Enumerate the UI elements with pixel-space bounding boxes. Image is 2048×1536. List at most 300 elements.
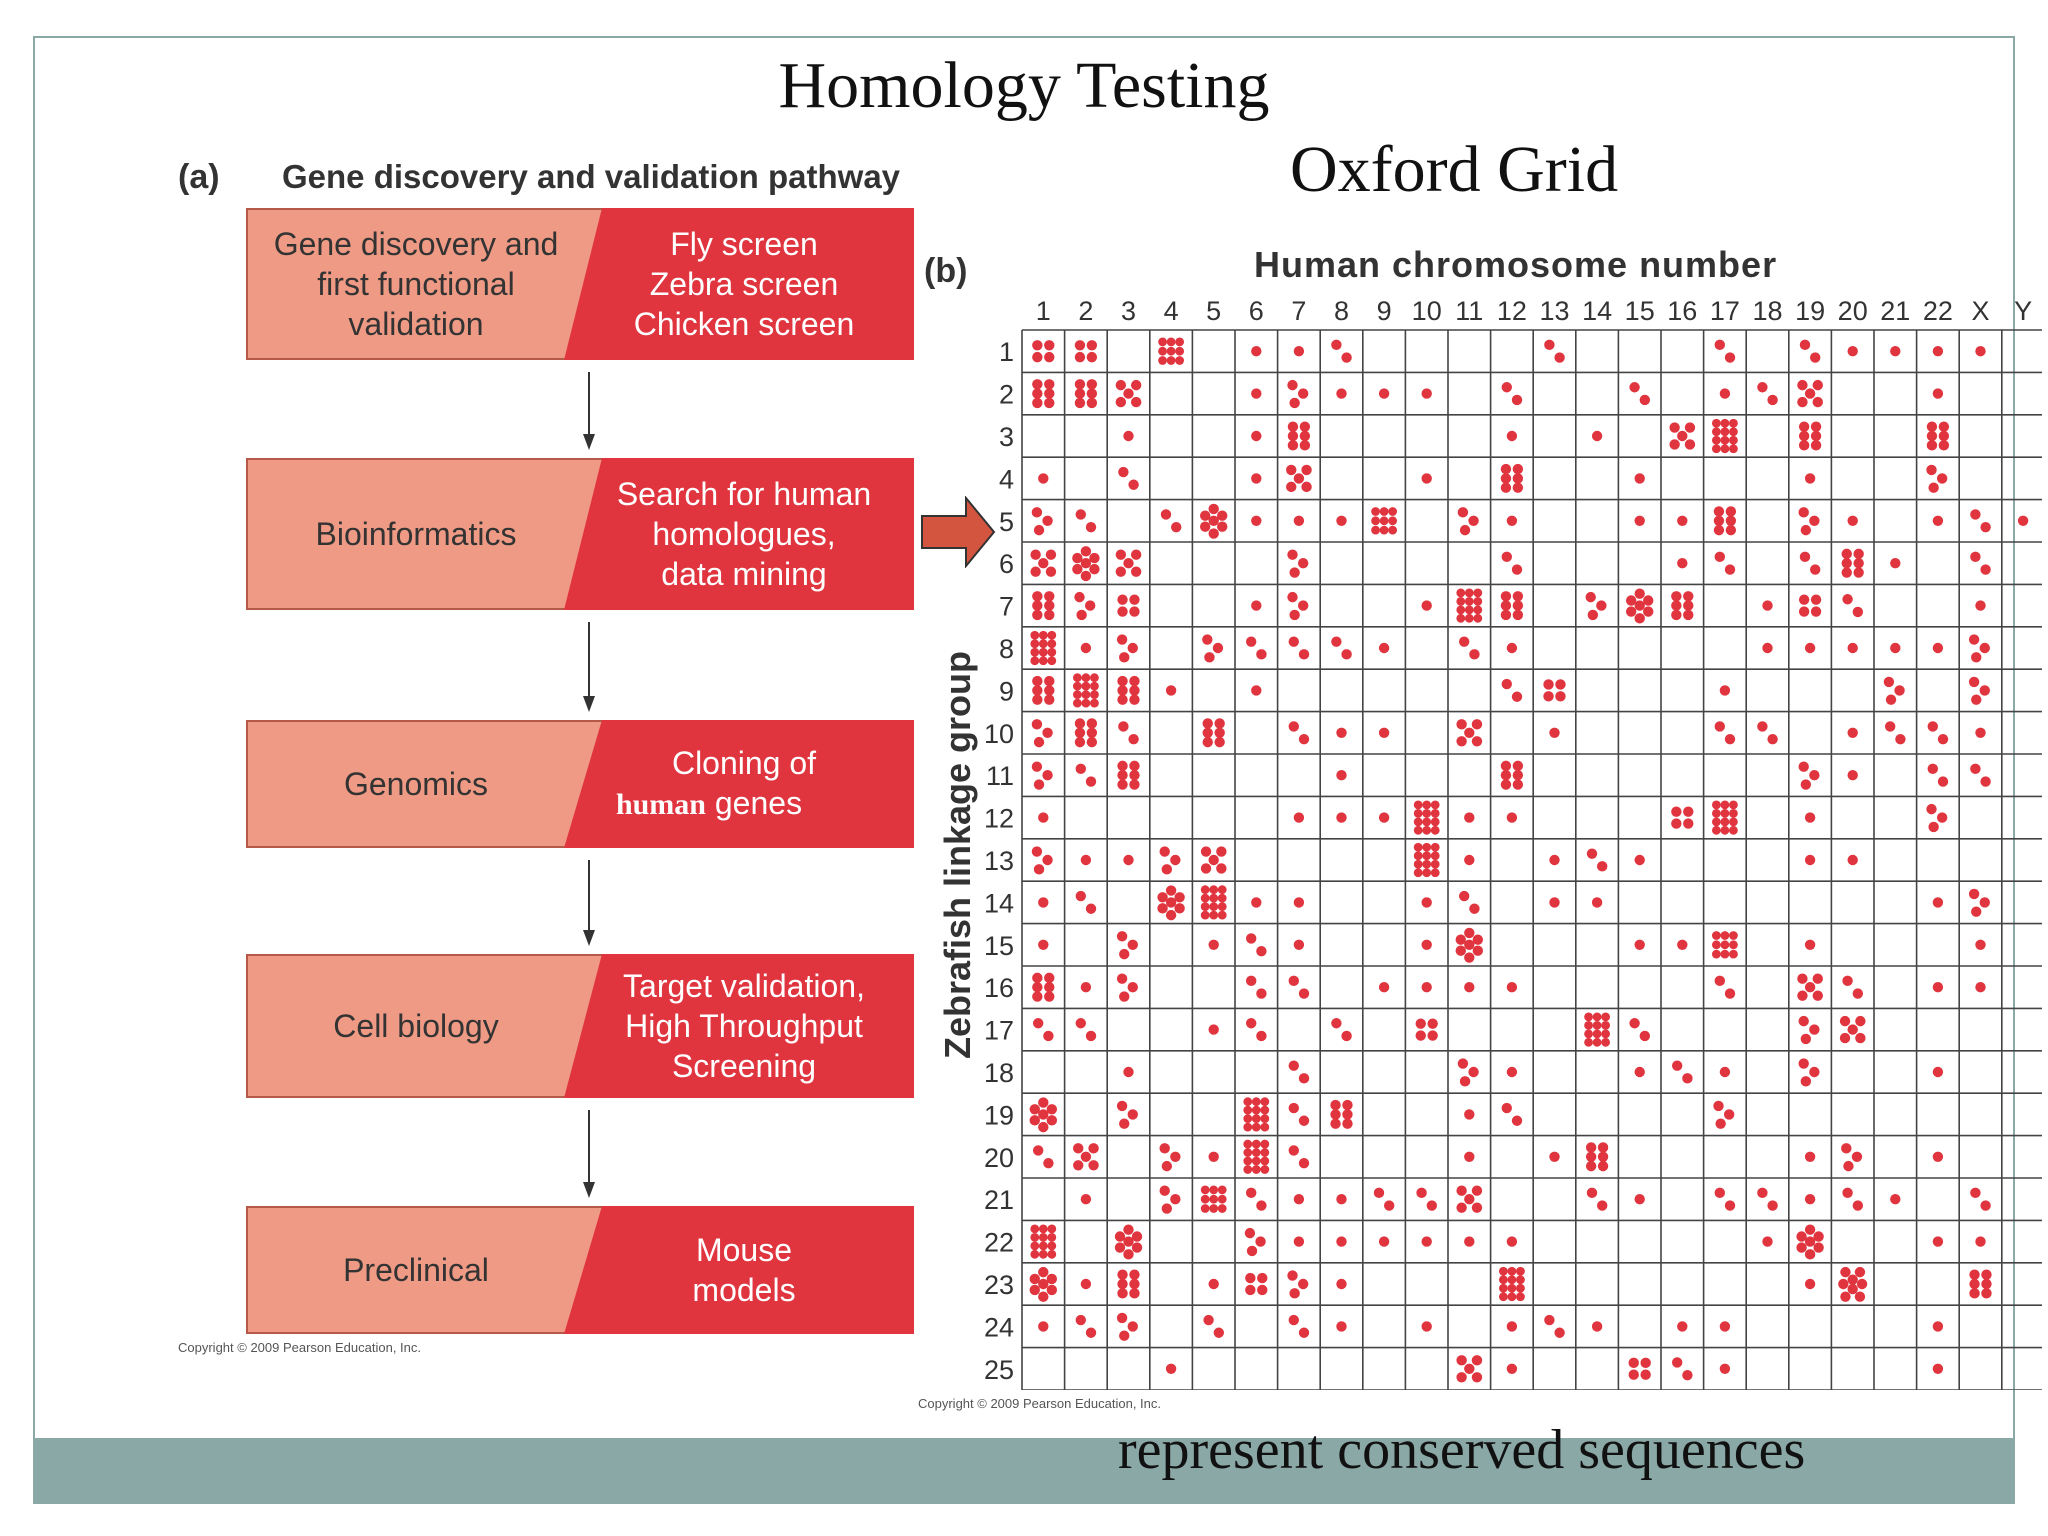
panel-a-heading: Gene discovery and validation pathway (282, 158, 901, 195)
row-label: 3 (998, 422, 1014, 452)
synteny-dot (1456, 1186, 1466, 1196)
synteny-dot (1388, 516, 1397, 525)
synteny-dot (1848, 346, 1858, 356)
synteny-dot (1928, 822, 1938, 832)
synteny-dot (1549, 855, 1559, 865)
synteny-dot (1592, 431, 1602, 441)
synteny-dot (1933, 346, 1943, 356)
synteny-dot (1712, 826, 1721, 835)
synteny-dot (1422, 851, 1431, 860)
synteny-dot (1170, 1194, 1180, 1204)
synteny-dot (1805, 473, 1815, 483)
x-axis-title: Human chromosome number (1254, 244, 1778, 285)
synteny-dot (1299, 1158, 1309, 1168)
synteny-dot (1464, 952, 1474, 962)
synteny-dot (1032, 610, 1042, 620)
synteny-dot (1218, 1204, 1227, 1213)
synteny-dot (1209, 1024, 1219, 1034)
synteny-dot (1472, 1372, 1482, 1382)
synteny-dot (1598, 1152, 1608, 1162)
synteny-dot (1456, 588, 1465, 597)
column-label: 11 (1455, 296, 1484, 326)
synteny-dot (1336, 1321, 1346, 1331)
synteny-dot (1890, 643, 1900, 653)
synteny-dot (1298, 388, 1308, 398)
synteny-dot (1499, 1267, 1508, 1276)
column-label: X (1971, 296, 1990, 326)
synteny-dot (1170, 1152, 1180, 1162)
synteny-dot (1246, 976, 1256, 986)
synteny-dot (1853, 988, 1863, 998)
synteny-dot (1601, 1038, 1610, 1047)
synteny-dot (1243, 1165, 1252, 1174)
row-label: 12 (983, 803, 1014, 834)
synteny-dot (1201, 885, 1210, 894)
synteny-dot (1162, 864, 1172, 874)
step-stage-text (246, 458, 586, 610)
synteny-dot (1502, 382, 1512, 392)
synteny-dot (1330, 1109, 1340, 1119)
synteny-dot (1289, 610, 1299, 620)
synteny-dot (1855, 1016, 1865, 1026)
step-stage-line: Gene discovery and (273, 226, 559, 262)
synteny-dot (1380, 516, 1389, 525)
synteny-dot (1201, 1204, 1210, 1213)
synteny-dot (1089, 564, 1099, 574)
column-label: 8 (1333, 296, 1350, 326)
synteny-dot (1852, 1152, 1862, 1162)
synteny-dot (1033, 1145, 1043, 1155)
synteny-dot (1044, 973, 1054, 983)
synteny-dot (1549, 1152, 1559, 1162)
step-detail-line: Chicken screen (633, 306, 855, 342)
synteny-dot (1030, 1241, 1039, 1250)
synteny-dot (1715, 721, 1725, 731)
synteny-dot (1044, 610, 1054, 620)
synteny-dot (1379, 643, 1389, 653)
synteny-dot (1516, 1284, 1525, 1293)
synteny-dot (1729, 950, 1738, 959)
synteny-dot (1218, 894, 1227, 903)
synteny-dot (1799, 762, 1809, 772)
synteny-dot (1117, 1269, 1127, 1279)
synteny-dot (1203, 1315, 1213, 1325)
synteny-dot (1801, 779, 1811, 789)
synteny-dot (1075, 388, 1085, 398)
synteny-dot (1342, 1100, 1352, 1110)
synteny-dot (1584, 1029, 1593, 1038)
synteny-dot (1629, 1358, 1639, 1368)
synteny-dot (1640, 395, 1650, 405)
synteny-dot (1725, 352, 1735, 362)
synteny-dot (1175, 347, 1184, 356)
synteny-dot (1170, 855, 1180, 865)
synteny-dot (1720, 685, 1730, 695)
synteny-dot (1042, 728, 1052, 738)
synteny-dot (1082, 699, 1091, 708)
synteny-dot (1200, 522, 1210, 532)
synteny-dot (1252, 1157, 1261, 1166)
synteny-dot (1431, 809, 1440, 818)
step-detail-line: homologues, (652, 516, 836, 552)
synteny-dot (1456, 946, 1466, 956)
synteny-dot (1042, 770, 1052, 780)
synteny-dot (1427, 1018, 1437, 1028)
synteny-dot (1640, 1358, 1650, 1368)
synteny-dot (1472, 1355, 1482, 1365)
synteny-dot (1341, 1031, 1351, 1041)
synteny-dot (1767, 395, 1777, 405)
synteny-dot (1251, 473, 1261, 483)
synteny-dot (1975, 1236, 1985, 1246)
synteny-dot (1073, 699, 1082, 708)
synteny-dot (1252, 1165, 1261, 1174)
step-detail-prefix: human (615, 788, 706, 821)
synteny-dot (1427, 1200, 1437, 1210)
synteny-dot (1715, 1119, 1725, 1129)
synteny-dot (1256, 1031, 1266, 1041)
step-stage-line: Bioinformatics (315, 516, 517, 552)
synteny-dot (1209, 940, 1219, 950)
column-label: 13 (1539, 296, 1570, 326)
column-label: 14 (1582, 296, 1613, 326)
synteny-dot (1115, 1242, 1125, 1252)
synteny-dot (1331, 340, 1341, 350)
step-stage-line: Cell biology (333, 1008, 499, 1044)
synteny-dot (1809, 1067, 1819, 1077)
synteny-dot (1980, 564, 1990, 574)
synteny-dot (1160, 846, 1170, 856)
synteny-dot (1501, 761, 1511, 771)
synteny-dot (1117, 1101, 1127, 1111)
synteny-dot (1046, 550, 1056, 560)
synteny-dot (1464, 1364, 1474, 1374)
synteny-dot (1797, 380, 1807, 390)
synteny-dot (1635, 516, 1645, 526)
synteny-dot (1841, 1143, 1851, 1153)
synteny-dot (1256, 988, 1266, 998)
synteny-dot (1712, 444, 1721, 453)
synteny-dot (1635, 855, 1645, 865)
synteny-dot (1336, 770, 1346, 780)
synteny-dot (1414, 826, 1423, 835)
synteny-dot (1123, 1236, 1133, 1246)
synteny-dot (1209, 1279, 1219, 1289)
row-label: 9 (998, 676, 1014, 707)
synteny-dot (1596, 600, 1606, 610)
synteny-dot (1507, 431, 1517, 441)
synteny-dot (1209, 1185, 1218, 1194)
synteny-dot (1047, 1241, 1056, 1250)
synteny-dot (1331, 1018, 1341, 1028)
synteny-dot (1260, 1106, 1269, 1115)
panel-a-copyright: Copyright © 2009 Pearson Education, Inc. (178, 1340, 422, 1355)
synteny-dot (1414, 868, 1423, 877)
synteny-dot (1257, 1273, 1267, 1283)
row-label: 4 (998, 464, 1014, 495)
synteny-dot (1214, 1328, 1224, 1338)
synteny-dot (1289, 1315, 1299, 1325)
synteny-dot (1288, 440, 1298, 450)
synteny-dot (1038, 1279, 1048, 1289)
synteny-dot (1720, 388, 1730, 398)
synteny-dot (1251, 346, 1261, 356)
synteny-dot (1289, 721, 1299, 731)
synteny-dot (1128, 982, 1138, 992)
synteny-dot (1472, 719, 1482, 729)
synteny-dot (1256, 946, 1266, 956)
synteny-dot (1459, 636, 1469, 646)
synteny-dot (1516, 1292, 1525, 1301)
synteny-dot (1499, 1275, 1508, 1284)
synteny-dot (1729, 800, 1738, 809)
synteny-dot (1890, 558, 1900, 568)
synteny-dot (1431, 826, 1440, 835)
synteny-dot (1721, 427, 1730, 436)
synteny-dot (1629, 382, 1639, 392)
synteny-dot (1712, 940, 1721, 949)
synteny-dot (1726, 525, 1736, 535)
synteny-dot (1843, 1161, 1853, 1171)
pathway-step (246, 208, 914, 360)
synteny-dot (1933, 1364, 1943, 1374)
synteny-dot (1128, 643, 1138, 653)
synteny-dot (1175, 337, 1184, 346)
synteny-dot (1246, 1018, 1256, 1028)
synteny-dot (1260, 1123, 1269, 1132)
synteny-dot (1131, 566, 1141, 576)
synteny-dot (1214, 718, 1224, 728)
synteny-dot (1811, 431, 1821, 441)
synteny-dot (1464, 982, 1474, 992)
synteny-dot (1855, 1267, 1865, 1277)
synteny-dot (1131, 550, 1141, 560)
synteny-dot (1247, 1246, 1257, 1256)
synteny-dot (1980, 685, 1990, 695)
synteny-dot (1117, 685, 1127, 695)
synteny-dot (1683, 818, 1693, 828)
synteny-dot (1086, 904, 1096, 914)
down-arrow-icon (582, 372, 596, 450)
row-label: 10 (983, 718, 1014, 749)
synteny-dot (1629, 1018, 1639, 1028)
synteny-dot (1796, 1242, 1806, 1252)
synteny-dot (1117, 594, 1127, 604)
synteny-dot (1213, 643, 1223, 653)
synteny-dot (1848, 1024, 1858, 1034)
synteny-dot (1082, 673, 1091, 682)
synteny-dot (1721, 436, 1730, 445)
synteny-dot (1671, 600, 1681, 610)
synteny-dot (1039, 1241, 1048, 1250)
step-detail-line: Screening (671, 1048, 817, 1084)
synteny-dot (1030, 656, 1039, 665)
synteny-dot (1218, 902, 1227, 911)
synteny-dot (1336, 812, 1346, 822)
column-label: Y (2014, 296, 2033, 326)
step-detail-line: Cloning of (671, 745, 817, 781)
slide-title: Homology Testing (778, 49, 1270, 122)
synteny-dot (1043, 1031, 1053, 1041)
synteny-dot (1117, 974, 1127, 984)
synteny-dot (1938, 776, 1948, 786)
synteny-dot (1034, 779, 1044, 789)
synteny-dot (1464, 1109, 1474, 1119)
synteny-dot (1209, 911, 1218, 920)
row-label: 22 (983, 1227, 1014, 1258)
synteny-dot (1848, 1275, 1858, 1285)
synteny-dot (1473, 605, 1482, 614)
synteny-dot (1299, 734, 1309, 744)
synteny-dot (1980, 643, 1990, 653)
synteny-dot (1289, 1288, 1299, 1298)
synteny-dot (1422, 1321, 1432, 1331)
synteny-dot (1039, 631, 1048, 640)
synteny-dot (1166, 897, 1176, 907)
synteny-dot (1032, 352, 1042, 362)
synteny-dot (1243, 1097, 1252, 1106)
synteny-dot (1202, 634, 1212, 644)
synteny-dot (1341, 352, 1351, 362)
synteny-dot (1501, 591, 1511, 601)
synteny-dot (1811, 594, 1821, 604)
synteny-dot (1805, 1152, 1815, 1162)
synteny-dot (1123, 1249, 1133, 1259)
step-stage-line: Genomics (343, 766, 489, 802)
synteny-dot (1117, 779, 1127, 789)
synteny-dot (1289, 636, 1299, 646)
synteny-dot (1928, 721, 1938, 731)
synteny-dot (1465, 605, 1474, 614)
synteny-dot (1928, 764, 1938, 774)
synteny-dot (1427, 1030, 1437, 1040)
synteny-dot (1201, 863, 1211, 873)
synteny-dot (1805, 940, 1815, 950)
synteny-dot (1082, 682, 1091, 691)
synteny-dot (1047, 1250, 1056, 1259)
synteny-dot (1598, 1142, 1608, 1152)
synteny-dot (1299, 649, 1309, 659)
slide-subtitle: Oxford Grid (1290, 133, 1619, 206)
synteny-dot (1032, 676, 1042, 686)
synteny-dot (1721, 826, 1730, 835)
synteny-dot (1422, 473, 1432, 483)
synteny-dot (1123, 855, 1133, 865)
synteny-dot (1414, 809, 1423, 818)
synteny-dot (1218, 911, 1227, 920)
synteny-dot (1677, 940, 1687, 950)
synteny-dot (1767, 734, 1777, 744)
synteny-dot (1047, 631, 1056, 640)
synteny-dot (1721, 931, 1730, 940)
synteny-dot (1047, 656, 1056, 665)
synteny-dot (1813, 380, 1823, 390)
synteny-dot (1218, 1195, 1227, 1204)
synteny-dot (1075, 352, 1085, 362)
synteny-dot (1464, 1152, 1474, 1162)
synteny-dot (1516, 1267, 1525, 1276)
synteny-dot (1848, 643, 1858, 653)
synteny-dot (1300, 431, 1310, 441)
synteny-dot (1162, 1203, 1172, 1213)
synteny-dot (1805, 1249, 1815, 1259)
synteny-dot (1682, 1073, 1692, 1083)
synteny-dot (1123, 558, 1133, 568)
synteny-dot (1422, 940, 1432, 950)
synteny-dot (1456, 1355, 1466, 1365)
synteny-dot (1588, 610, 1598, 620)
synteny-dot (1081, 643, 1091, 653)
synteny-dot (1245, 1285, 1255, 1295)
synteny-dot (1928, 483, 1938, 493)
synteny-dot (1584, 1012, 1593, 1021)
synteny-dot (1721, 444, 1730, 453)
synteny-dot (1246, 933, 1256, 943)
pathway-step (246, 1206, 914, 1334)
step-detail-line: models (692, 1272, 796, 1308)
synteny-dot (1842, 567, 1852, 577)
synteny-dot (1980, 776, 1990, 786)
synteny-dot (1087, 737, 1097, 747)
synteny-dot (1030, 550, 1040, 560)
synteny-dot (1218, 885, 1227, 894)
synteny-dot (1714, 516, 1724, 526)
synteny-dot (1635, 613, 1645, 623)
synteny-dot (1671, 806, 1681, 816)
synteny-dot (1209, 1204, 1218, 1213)
synteny-dot (1129, 676, 1139, 686)
synteny-dot (1712, 427, 1721, 436)
synteny-dot (1512, 1116, 1522, 1126)
synteny-dot (1886, 695, 1896, 705)
synteny-dot (1801, 1076, 1811, 1086)
synteny-dot (1075, 728, 1085, 738)
synteny-dot (1469, 649, 1479, 659)
synteny-dot (1884, 677, 1894, 687)
synteny-dot (1260, 1157, 1269, 1166)
synteny-dot (1117, 931, 1127, 941)
synteny-dot (1848, 728, 1858, 738)
step-stage-line: validation (348, 306, 484, 342)
synteny-dot (1073, 682, 1082, 691)
synteny-dot (1252, 1123, 1261, 1132)
synteny-dot (1729, 444, 1738, 453)
synteny-dot (1799, 440, 1809, 450)
synteny-dot (1501, 610, 1511, 620)
synteny-dot (1243, 1123, 1252, 1132)
synteny-dot (1970, 509, 1980, 519)
synteny-dot (1032, 695, 1042, 705)
synteny-dot (1251, 516, 1261, 526)
synteny-dot (1086, 1328, 1096, 1338)
column-label: 21 (1880, 296, 1911, 326)
row-label: 7 (998, 591, 1014, 622)
synteny-dot (1598, 1161, 1608, 1171)
synteny-dot (1757, 721, 1767, 731)
synteny-dot (1336, 1279, 1346, 1289)
synteny-dot (1032, 762, 1042, 772)
synteny-dot (1685, 439, 1695, 449)
step-detail-line: Fly screen (670, 226, 818, 262)
synteny-dot (1086, 776, 1096, 786)
synteny-dot (1030, 1224, 1039, 1233)
synteny-dot (1715, 976, 1725, 986)
synteny-dot (1256, 649, 1266, 659)
synteny-dot (1544, 1315, 1554, 1325)
synteny-dot (1032, 991, 1042, 1001)
synteny-dot (1119, 949, 1129, 959)
synteny-dot (1081, 546, 1091, 556)
